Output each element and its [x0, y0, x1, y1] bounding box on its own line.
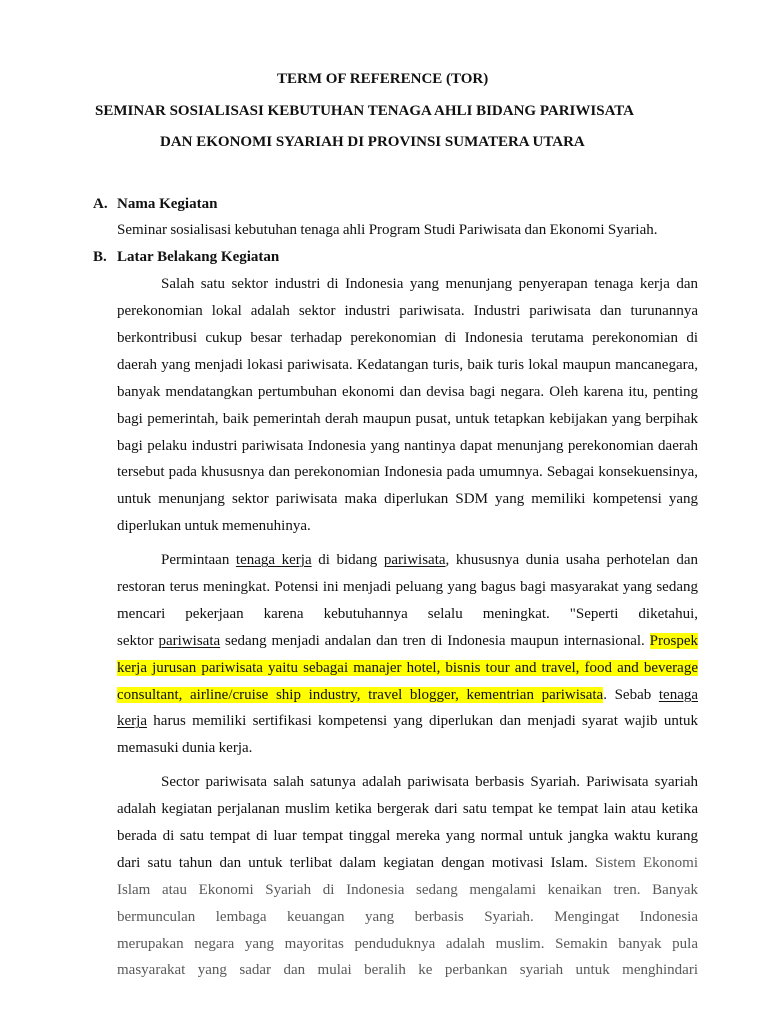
text-line: [117, 682, 698, 709]
text-line: [117, 601, 698, 628]
text-run: daerah yang menjadi lokasi pariwisata. Kedatangan turis, baik turis lokal maupun mancanegara,: [117, 356, 698, 373]
text-line: [117, 459, 698, 486]
text-line: [117, 796, 698, 823]
text-run: , khususnya dunia usaha perhotelan dan: [445, 552, 698, 569]
muted-text: Islam atau Ekonomi Syariah di Indonesia sedang mengalami kenaikan tren. Banyak: [117, 881, 698, 898]
section-body: [117, 217, 698, 244]
text-line: [117, 271, 698, 298]
muted-text: bermunculan lembaga keuangan yang berbasis Syariah. Mengingat Indonesia: [117, 908, 698, 925]
text-run: bagi pelaku industri pariwisata Indonesia yang nantinya dapat menunjang perekonomian daerah: [117, 437, 698, 454]
text-run: mencari pekerjaan karena kebutuhannya selalu meningkat. "Seperti diketahui,: [117, 605, 698, 622]
underlined-text: pariwisata: [158, 632, 221, 649]
text-line: [117, 352, 698, 379]
text-line: [117, 769, 698, 796]
muted-text: merupakan negara yang mayoritas penduduknya adalah muslim. Semakin banyak pula: [117, 935, 698, 952]
document-body: [93, 191, 698, 985]
text-line: [117, 877, 698, 904]
paragraph: [117, 271, 698, 540]
text-run: berada di satu tempat di luar tempat tinggal mereka yang normal untuk jangka waktu kurang: [117, 827, 698, 844]
text-line: [117, 486, 698, 513]
text-line: [117, 325, 698, 352]
text-run: Seminar sosialisasi kebutuhan tenaga ahli Program Studi Pariwisata dan Ekonomi Syariah.: [117, 222, 658, 239]
underlined-text: tenaga: [658, 686, 699, 703]
text-run: sektor: [117, 632, 159, 649]
underlined-text: tenaga kerja: [235, 552, 312, 569]
section-nama-kegiatan: [93, 191, 698, 245]
muted-text: masyarakat yang sadar dan mulai beralih ke perbankan syariah untuk menghindari: [117, 962, 698, 979]
text-run: Sector pariwisata salah satunya adalah pariwisata berbasis Syariah. Pariwisata syariah: [161, 774, 698, 791]
section-marker: B.: [93, 249, 107, 266]
paragraph: [117, 547, 698, 762]
section-heading-row: [93, 191, 698, 218]
text-run: untuk menunjang sektor pariwisata maka diperlukan SDM yang memiliki kompetensi yang: [117, 491, 698, 508]
text-line: [117, 708, 698, 735]
underlined-text: kerja: [117, 713, 147, 730]
text-line: [117, 406, 698, 433]
text-run: sedang menjadi andalan dan tren di Indonesia maupun internasional.: [220, 632, 650, 649]
text-line: [117, 850, 698, 877]
title-line-seminar: SEMINAR SOSIALISASI KEBUTUHAN TENAGA AHLI BIDANG PARIWISATA: [95, 102, 635, 119]
text-line: [117, 298, 698, 325]
text-line: [117, 379, 698, 406]
document-title: [0, 64, 768, 159]
section-marker: A.: [93, 195, 108, 212]
text-line: [117, 735, 698, 762]
text-run: . Sebab: [603, 686, 659, 703]
highlighted-text: Prospek: [649, 632, 698, 649]
text-run: memasuki dunia kerja.: [117, 740, 253, 757]
title-line-tor: TERM OF REFERENCE (TOR): [277, 71, 489, 87]
section-latar-belakang: [93, 244, 698, 984]
text-run: di bidang: [311, 552, 384, 569]
highlighted-text: kerja jurusan pariwisata yaitu sebagai manajer hotel, bisnis tour and travel, food and beverage: [117, 659, 698, 676]
muted-text: Sistem Ekonomi: [594, 854, 699, 871]
text-line: [117, 628, 698, 655]
text-line: [117, 574, 698, 601]
text-run: berkontribusi cukup besar terhadap perekonomian di Indonesia terutama perekonomian di: [117, 329, 698, 346]
section-heading-row: [93, 244, 698, 271]
text-line: [117, 823, 698, 850]
section-body: [117, 271, 698, 984]
section-heading: Nama Kegiatan: [117, 195, 218, 212]
text-line: [117, 655, 698, 682]
text-line: [117, 217, 698, 244]
text-run: dari satu tahun dan untuk terlibat dalam kegiatan dengan motivasi Islam.: [117, 854, 595, 871]
text-run: banyak mendatangkan pertumbuhan ekonomi dan devisa bagi negara. Oleh karena itu, penting: [117, 383, 698, 400]
text-run: tersebut pada khususnya dan perekonomian Indonesia pada umumnya. Sebagai konsekuensinya,: [117, 464, 698, 481]
highlighted-text: consultant, airline/cruise ship industry, travel blogger, kementrian pariwisata: [117, 686, 604, 703]
text-run: adalah kegiatan perjalanan muslim ketika bergerak dari satu tempat ke tempat lain atau ketika: [117, 801, 698, 818]
title-line-region: DAN EKONOMI SYARIAH DI PROVINSI SUMATERA UTARA: [160, 134, 585, 150]
text-run: harus memiliki sertifikasi kompetensi yang diperlukan dan menjadi syarat wajib untuk: [146, 713, 698, 730]
paragraph: [117, 769, 698, 984]
text-line: [117, 547, 698, 574]
text-line: [117, 513, 698, 540]
text-line: [117, 433, 698, 460]
text-run: perekonomian lokal adalah sektor industri pariwisata. Industri pariwisata dan turunannya: [117, 303, 698, 320]
underlined-text: pariwisata: [383, 552, 446, 569]
text-run: Salah satu sektor industri di Indonesia yang menunjang penyerapan tenaga kerja dan: [161, 276, 698, 293]
section-heading: Latar Belakang Kegiatan: [117, 249, 280, 266]
text-run: Permintaan: [161, 552, 236, 569]
text-line: [117, 904, 698, 931]
text-line: [117, 931, 698, 958]
text-run: restoran terus meningkat. Potensi ini menjadi peluang yang bagus bagi masyarakat yang sedang: [117, 578, 698, 595]
text-line: [117, 957, 698, 984]
paragraph: [117, 217, 698, 244]
text-run: diperlukan untuk memenuhinya.: [117, 518, 311, 535]
text-run: bagi pemerintah, baik pemerintah derah maupun pusat, untuk tetapkan kebijakan yang berpihak: [117, 410, 698, 427]
